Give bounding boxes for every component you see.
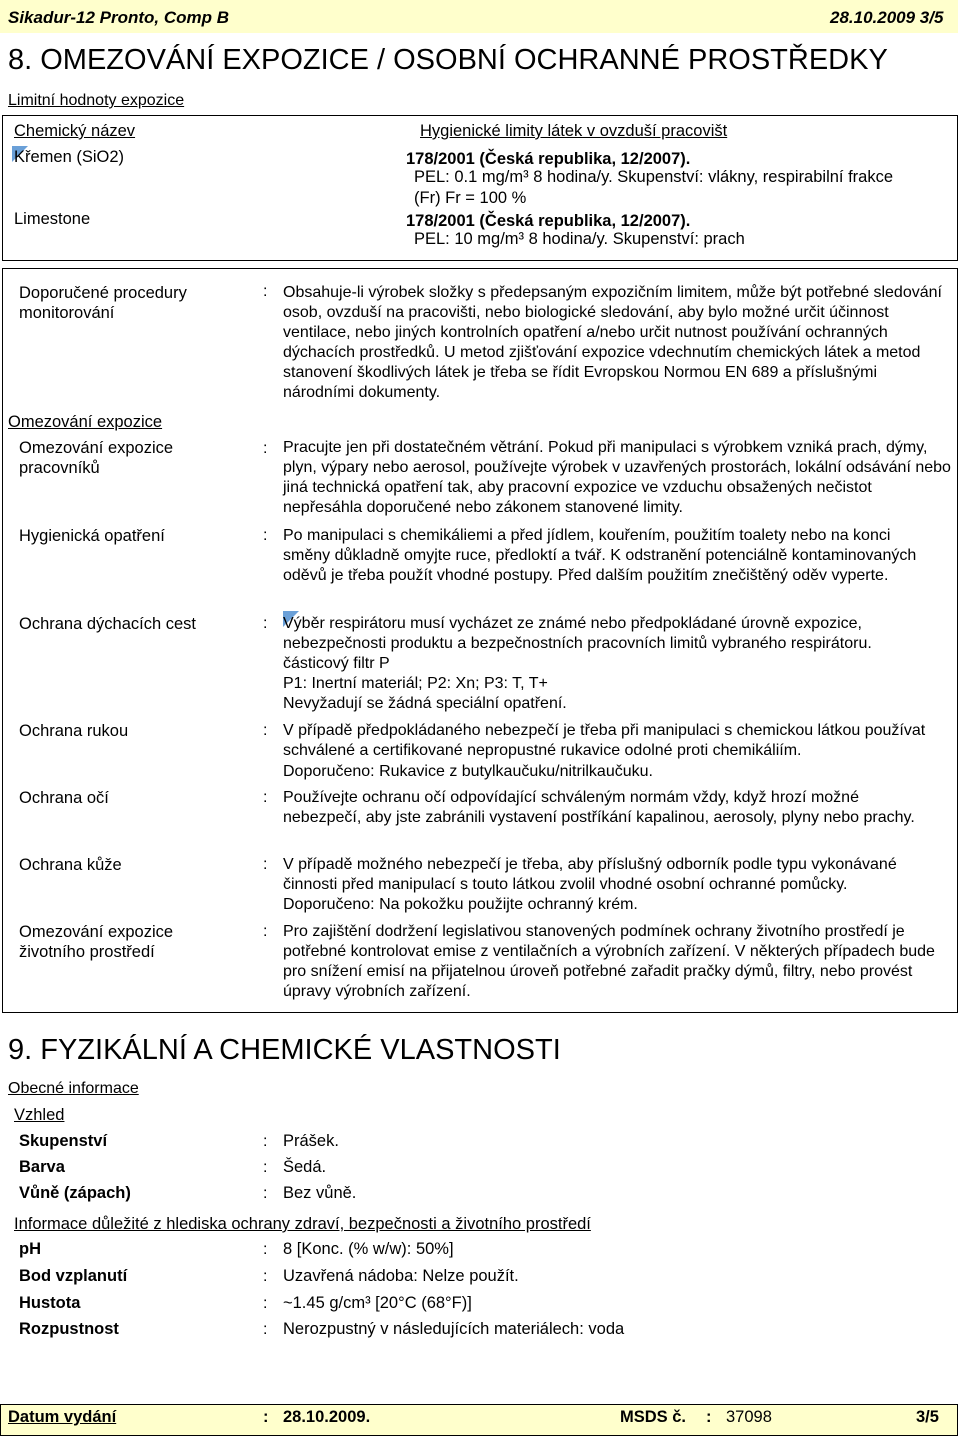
- chem-name-limestone: Limestone: [14, 210, 91, 228]
- chem-name-quartz: Křemen (SiO2): [14, 148, 125, 166]
- issue-date-label: Datum vydání: [8, 1408, 117, 1426]
- product-name: Sikadur-12 Pronto, Comp B: [8, 8, 230, 27]
- density-value: ~1.45 g/cm³ [20°C (68°F)]: [283, 1294, 472, 1312]
- colon: :: [263, 440, 268, 457]
- ph-label: pH: [19, 1240, 41, 1258]
- header-date-page: 28.10.2009 3/5: [830, 8, 944, 27]
- odor-value: Bez vůně.: [283, 1184, 357, 1202]
- exposure-limits-label: Limitní hodnoty expozice: [8, 92, 185, 109]
- colon: :: [706, 1408, 712, 1426]
- colon: :: [263, 789, 268, 806]
- physical-state-value: Prášek.: [283, 1132, 339, 1150]
- colon: :: [263, 923, 268, 940]
- colon: :: [263, 283, 268, 300]
- colon: :: [263, 1408, 269, 1426]
- colon: :: [263, 527, 268, 544]
- colon: :: [263, 1295, 268, 1312]
- hand-protection-text: V případě předpokládaného nebezpečí je třeba při manipulaci s chemickou látkou používat schválené a certifikované nepropustné rukavice odolné proti chemikáliím.: [283, 722, 926, 759]
- physical-state-label: Skupenství: [19, 1132, 108, 1150]
- exposure-controls-label: Omezování expozice: [8, 413, 163, 431]
- monitoring-text: Obsahuje-li výrobek složky s předepsaným expozičním limitem, může být potřebné sledování osob, ovzduší na pracovišti, nebo biologické sledování, aby bylo možné určit účinnost ventilace, nebo jiných kontrolních opatření a/nebo určit nutnost používání ochranných dýchacích prostředků. U metod zjišťování expozice vdechnutím chemických látek a metod stanovení škodlivých látek je třeba se řídit Evropskou Normou EN 689 a příslušnými národními dokumenty.: [283, 284, 942, 401]
- flash-point-value: Uzavřená nádoba: Nelze použít.: [283, 1267, 519, 1285]
- monitoring-label: Doporučené procedury monitorování: [19, 284, 187, 322]
- eye-protection-label: Ochrana očí: [19, 789, 109, 807]
- color-value: Šedá.: [283, 1158, 327, 1176]
- env-exposure-text: Pro zajištění dodržení legislativou stanovených podmínek ochrany životního prostředí je potřebné kontrolovat emise z ventilačních a výrobních zařízení. V některých případech bude pro snížení emisí na přijatelnou úroveň potřebné zařadit pračky dýmů, filtry, nebo provést úpravy výrobních zařízení.: [283, 923, 935, 1000]
- limestone-pel: PEL: 10 mg/m³ 8 hodina/y. Skupenství: prach: [414, 230, 745, 248]
- page-number: 3/5: [916, 1408, 939, 1426]
- respiratory-label: Ochrana dýchacích cest: [19, 615, 197, 633]
- density-label: Hustota: [19, 1294, 81, 1312]
- skin-protection-text: V případě možného nebezpečí je třeba, aby příslušný odborník podle typu vykonávané činnosti před manipulací s touto látkou zvolil vhodné osobní ochranné pomůcky. Doporučeno: Na pokožku použijte ochranný krém.: [283, 856, 897, 913]
- colon: :: [263, 1185, 268, 1202]
- hygiene-label: Hygienická opatření: [19, 527, 165, 545]
- quartz-pel-2: (Fr) Fr = 100 %: [414, 189, 527, 207]
- respiratory-filter: částicový filtr P: [283, 655, 390, 672]
- section-9-title: 9. FYZIKÁLNÍ A CHEMICKÉ VLASTNOSTI: [8, 1034, 561, 1066]
- env-exposure-label: Omezování expozice životního prostředí: [19, 923, 174, 961]
- odor-label: Vůně (zápach): [19, 1184, 131, 1202]
- worker-exposure-text: Pracujte jen při dostatečném větrání. Pokud při manipulaci s výrobkem vzniká prach, dýmy, plyn, výpary nebo aerosol, používejte výrobek v uzavřených prostorách, lokální odsávání nebo jiná technická opatření tak, aby pracovní expozice ve vzduchu obsažených nečistot nepřesáhla doporučené nebo zákonem stanovené limity.: [283, 439, 951, 516]
- appearance-label: Vzhled: [14, 1106, 65, 1124]
- eye-protection-text: Používejte ochranu očí odpovídající schváleným normám vždy, když hrozí možné nebezpečí, aby jste zabránili vystavení postříkání kapalinou, aerosoly, plyny nebo prachy.: [283, 789, 915, 826]
- issue-date-value: 28.10.2009.: [283, 1408, 371, 1426]
- respiratory-classes: P1: Inertní materiál; P2: Xn; P3: T, T+: [283, 675, 548, 692]
- hand-protection-label: Ochrana rukou: [19, 722, 129, 740]
- respiratory-text: Výběr respirátoru musí vycházet ze známé nebo předpokládané úrovně expozice, nebezpečnosti produktu a bezpečnostních pracovních limitů vybraného respirátoru.: [283, 615, 872, 652]
- colon: :: [263, 1159, 268, 1176]
- worker-exposure-label: Omezování expozice pracovníků: [19, 439, 174, 477]
- msds-number: 37098: [726, 1408, 772, 1426]
- colon: :: [263, 1321, 268, 1338]
- limestone-ref: 178/2001 (Česká republika, 12/2007).: [406, 212, 691, 230]
- colon: :: [263, 1241, 268, 1258]
- colon: :: [263, 615, 268, 632]
- ph-value: 8 [Konc. (% w/w): 50%]: [283, 1240, 454, 1258]
- hygiene-text: Po manipulaci s chemikáliemi a před jídlem, kouřením, použitím toalety nebo na konci směny důkladně omyjte ruce, předloktí a tvář. K odstranění potenciálně kontaminovaných oděvů je třeba použít vhodné postupy. Před dalším použitím znečištěný oděv vyperte.: [283, 527, 917, 584]
- msds-label: MSDS č.: [620, 1408, 687, 1426]
- colon: :: [263, 856, 268, 873]
- quartz-pel: PEL: 0.1 mg/m³ 8 hodina/y. Skupenství: vlákny, respirabilní frakce: [414, 168, 894, 186]
- hand-protection-recommend: Doporučeno: Rukavice z butylkaučuku/nitrilkaučuku.: [283, 763, 653, 780]
- colon: :: [263, 1268, 268, 1285]
- flash-point-label: Bod vzplanutí: [19, 1267, 128, 1285]
- footer-bar: [0, 1404, 958, 1436]
- colon: :: [263, 1133, 268, 1150]
- col-chemical-name: Chemický název: [14, 122, 136, 140]
- respiratory-note: Nevyžadují se žádná speciální opatření.: [283, 695, 567, 712]
- section-8-title: 8. OMEZOVÁNÍ EXPOZICE / OSOBNÍ OCHRANNÉ PROSTŘEDKY: [8, 44, 888, 76]
- solubility-label: Rozpustnost: [19, 1320, 119, 1338]
- health-info-label: Informace důležité z hlediska ochrany zdraví, bezpečnosti a životního prostředí: [14, 1215, 591, 1233]
- skin-protection-label: Ochrana kůže: [19, 856, 122, 874]
- color-label: Barva: [19, 1158, 65, 1176]
- col-hygiene-limits: Hygienické limity látek v ovzduší pracovišt: [420, 122, 728, 140]
- general-info-label: Obecné informace: [8, 1080, 139, 1097]
- solubility-value: Nerozpustný v následujících materiálech: voda: [283, 1320, 625, 1338]
- quartz-ref: 178/2001 (Česká republika, 12/2007).: [406, 150, 691, 168]
- colon: :: [263, 722, 268, 739]
